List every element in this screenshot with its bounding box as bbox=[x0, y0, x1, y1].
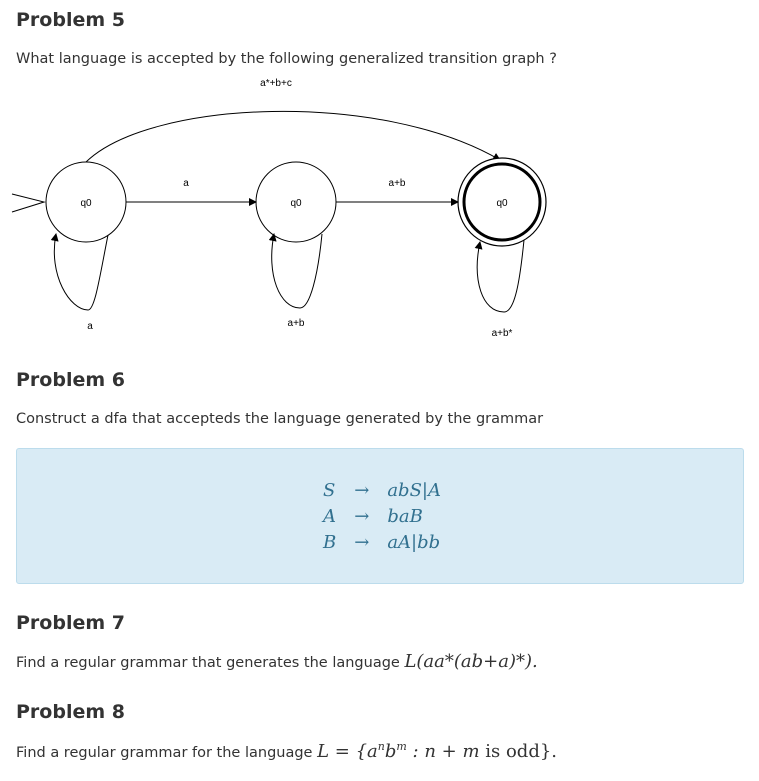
grammar-rule bbox=[317, 503, 447, 529]
loop-label: a bbox=[87, 321, 93, 332]
grammar-arrow: → bbox=[354, 479, 370, 501]
grammar-lhs: A bbox=[323, 505, 336, 527]
problem-8-title: Problem 8 bbox=[16, 701, 125, 723]
problem-5-question: What language is accepted by the following generalized transition graph ? bbox=[16, 51, 557, 67]
problem-8-question bbox=[16, 740, 557, 762]
loop-q1 bbox=[272, 234, 322, 308]
problem-7-title: Problem 7 bbox=[16, 612, 125, 634]
problem-6-title: Problem 6 bbox=[16, 369, 125, 391]
problem-6-question: Construct a dfa that accepteds the language generated by the grammar bbox=[16, 411, 544, 427]
loop-label: a+b bbox=[287, 318, 305, 329]
problem-5-title: Problem 5 bbox=[16, 9, 125, 31]
grammar-lhs: B bbox=[323, 531, 337, 553]
state-label: q0 bbox=[496, 198, 508, 209]
grammar-block bbox=[317, 477, 447, 555]
grammar-arrow: → bbox=[354, 531, 370, 553]
state-label: q0 bbox=[290, 198, 302, 209]
grammar-callout bbox=[16, 448, 744, 584]
loop-label: a+b* bbox=[491, 328, 513, 339]
problem-8-text: Find a regular grammar for the language bbox=[16, 745, 313, 761]
edge-label: a bbox=[183, 178, 189, 189]
problem-7-math: L(aa*(ab+a)*). bbox=[404, 651, 538, 672]
grammar-rhs: aA|bb bbox=[387, 531, 441, 553]
loop-q0 bbox=[54, 234, 108, 310]
arc-q0-to-q2 bbox=[86, 111, 500, 162]
transition-graph bbox=[0, 70, 759, 350]
loop-q2 bbox=[477, 240, 524, 312]
arc-label: a*+b+c bbox=[260, 78, 292, 89]
problem-7-question bbox=[16, 651, 538, 672]
edge-label: a+b bbox=[388, 178, 406, 189]
problem-7-text: Find a regular grammar that generates the language bbox=[16, 655, 400, 671]
grammar-arrow: → bbox=[354, 505, 370, 527]
grammar-rule bbox=[317, 477, 447, 503]
grammar-rhs: abS|A bbox=[387, 479, 441, 501]
problem-8-math: $L = \{a^nb^m$ : n + m is odd}. bbox=[317, 740, 558, 762]
grammar-rule bbox=[317, 529, 447, 555]
state-label: q0 bbox=[80, 198, 92, 209]
grammar-rhs: baB bbox=[387, 505, 423, 527]
grammar-lhs: S bbox=[323, 479, 336, 501]
start-arrow-icon bbox=[12, 194, 44, 212]
